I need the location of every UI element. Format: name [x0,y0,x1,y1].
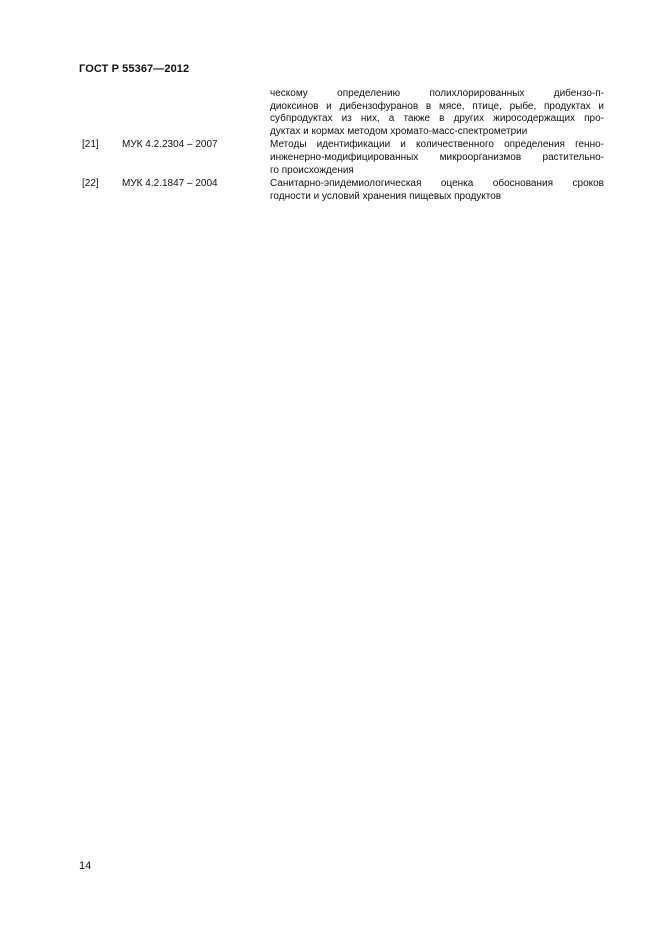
description-line: го происхождения [270,164,354,176]
bibliography-list [82,88,604,203]
description-line: Санитарно-эпидемиологическая оценка обоснования сроков [270,178,604,190]
entry-description [270,139,604,177]
description-line: годности и условий хранения пищевых продуктов [270,190,502,202]
entry-number: [21] [82,139,99,151]
entry-number: [22] [82,178,99,190]
description-line: субпродуктах из них, а также в других жиросодержащих про- [270,113,604,125]
entry-description [270,178,604,203]
page-number: 14 [79,860,92,872]
bibliography-entry-21 [82,139,604,177]
bibliography-entry-22 [82,178,604,203]
description-line: диоксинов и дибензофуранов в мясе, птице, рыбе, продуктах и [270,100,604,112]
description-line: ческому определению полихлорированных дибензо-п- [270,88,604,99]
description-line: Методы идентификации и количественного определения генно- [270,139,604,151]
entry-description [270,88,604,138]
description-line: дуктах и кормах методом хромато-масс-спектрометрии [270,125,528,137]
entry-code: МУК 4.2.1847 – 2004 [122,178,218,190]
description-line: инженерно-модифицированных микроорганизмов растительно- [270,151,604,163]
entry-code: МУК 4.2.2304 – 2007 [122,139,218,151]
bibliography-entry-continued [82,88,604,138]
document-header: ГОСТ Р 55367—2012 [79,63,190,75]
